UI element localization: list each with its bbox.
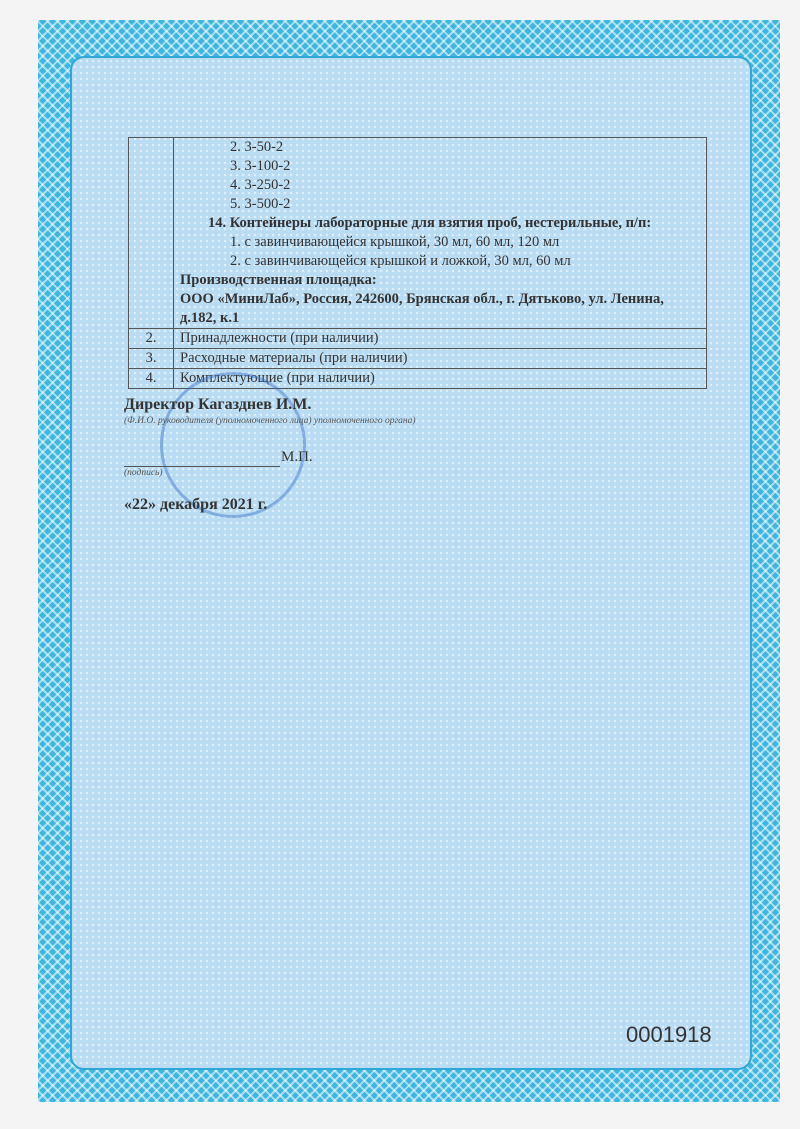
signature-line — [124, 448, 280, 467]
table-row — [129, 138, 707, 329]
list-item: 2. с завинчивающейся крышкой и ложкой, 30 мл, 60 мл — [230, 253, 571, 269]
product-table — [128, 137, 707, 389]
director-caption: (Ф.И.О. руководителя (уполномоченного лица) уполномоченного органа) — [124, 416, 416, 426]
list-item: 3. 3-100-2 — [230, 158, 291, 174]
site-address: ООО «МиниЛаб», Россия, 242600, Брянская обл., г. Дятьково, ул. Ленина, д.182, к.1 — [180, 291, 664, 326]
list-item-heading: 14. Контейнеры лабораторные для взятия проб, нестерильные, п/п: — [208, 215, 652, 231]
list-item: 4. 3-250-2 — [230, 177, 291, 193]
stamp-place-label: М.П. — [281, 449, 313, 465]
list-item: 5. 3-500-2 — [230, 196, 291, 212]
list-item: 2. 3-50-2 — [230, 139, 284, 155]
director-name: Директор Кагазднев И.М. — [124, 396, 312, 413]
table-row: 3. Расходные материалы (при наличии) — [129, 349, 707, 369]
table-row: 4. Комплектующие (при наличии) — [129, 369, 707, 389]
signature-caption: (подпись) — [124, 468, 163, 478]
issue-date: «22» декабря 2021 г. — [124, 496, 268, 513]
serial-number: 0001918 — [626, 1022, 712, 1047]
site-label: Производственная площадка: — [180, 272, 377, 288]
table-row: 2. Принадлежности (при наличии) — [129, 329, 707, 349]
list-item: 1. с завинчивающейся крышкой, 30 мл, 60 мл, 120 мл — [230, 234, 560, 250]
